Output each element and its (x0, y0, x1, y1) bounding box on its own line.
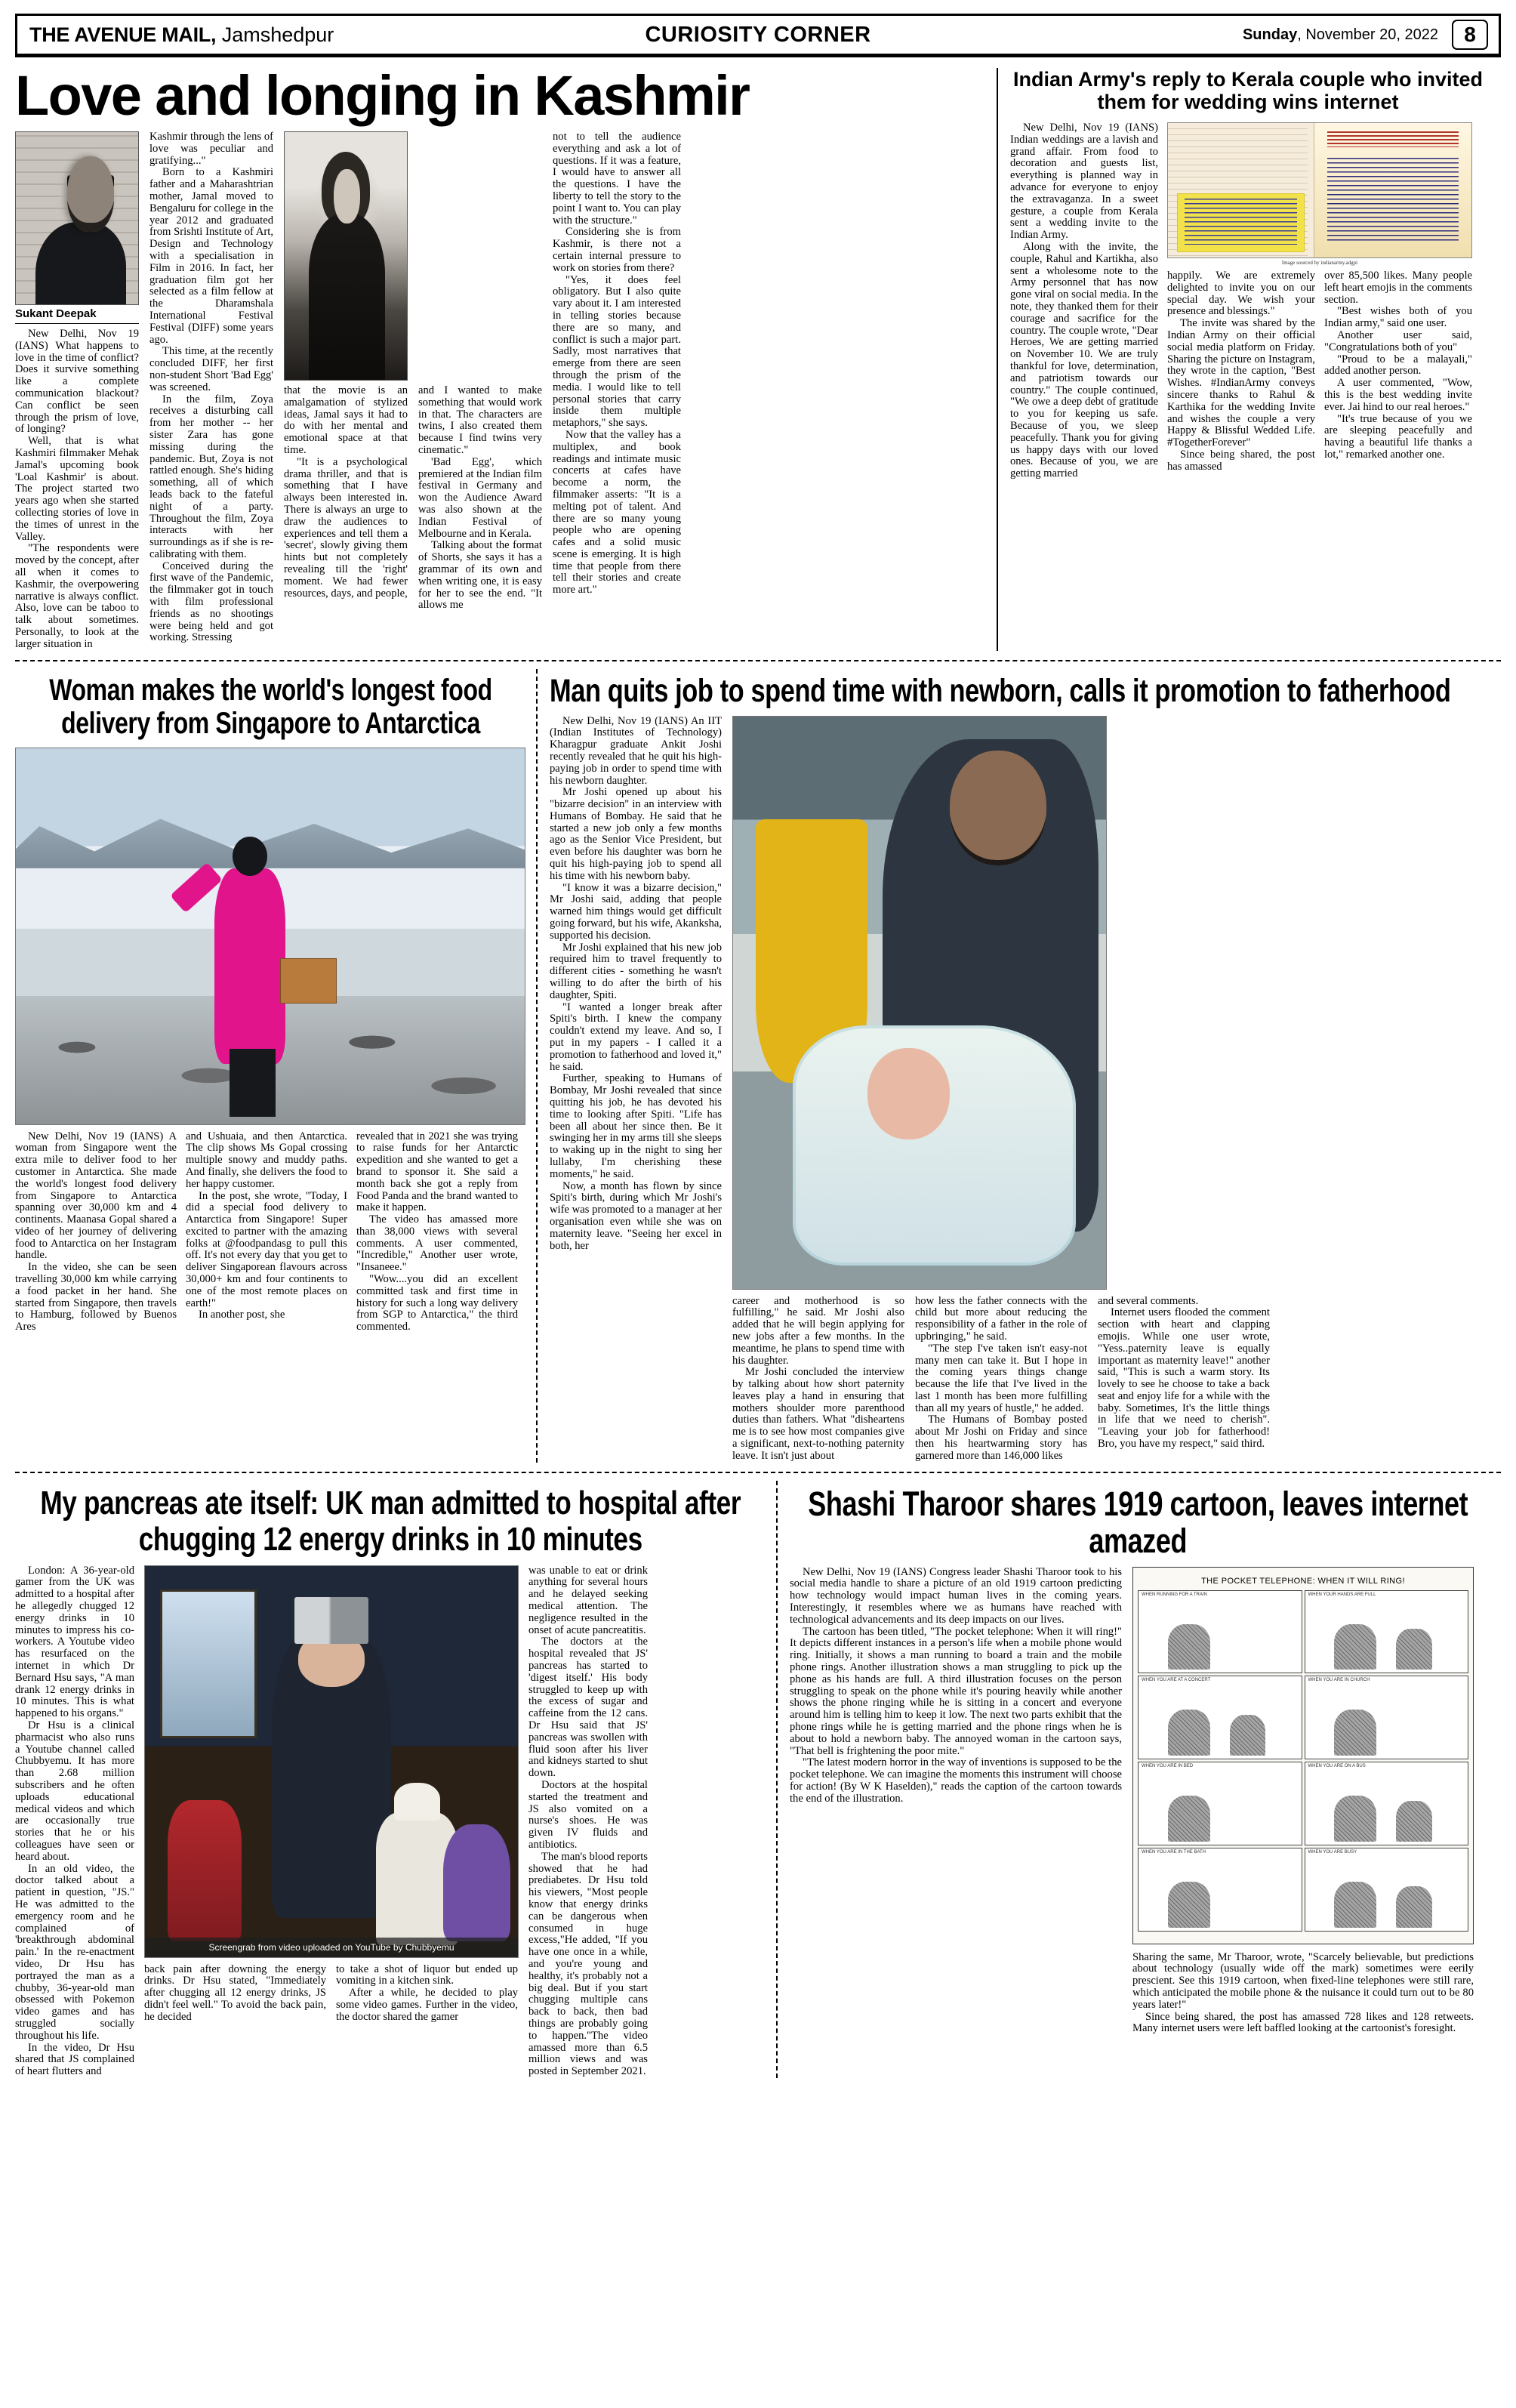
paragraph: Now, a month has flown by since Spiti's birth, during which Mr Joshi's wife was promoted to a manager at her organisation even while she was on maternity leave. "Seeing her excel in both, her (550, 1179, 722, 1252)
paragraph: back pain after downing the energy drinks. Dr Hsu stated, "Immediately after chugging all 12 energy drinks, JS didn't feel well." To avoid the back pain, he decided (144, 1962, 326, 2023)
story-kashmir (15, 64, 997, 651)
kashmir-col-3 (284, 131, 408, 651)
panel-figure (1396, 1801, 1431, 1842)
section-title: CURIOSITY CORNER (645, 22, 871, 47)
panel-figure (1168, 1624, 1210, 1670)
cartoon-title: THE POCKET TELEPHONE: WHEN IT WILL RING! (1201, 1576, 1405, 1586)
paragraph: In an old video, the doctor talked about a patient in question, "JS." He was admitted to the emergency room and he complained of 'breakthrough abdominal pain.' In the re-enactment video, Dr Hsu has portrayed the man as a chubby, 36-year-old man obsessed with Pokemon video games and has struggled socially throughout his life. (15, 1862, 134, 2042)
film-face (334, 169, 361, 224)
kashmir-columns (15, 131, 986, 651)
panel-caption: WHEN RUNNING FOR A TRAIN (1142, 1592, 1207, 1597)
army-col3-text (1324, 270, 1472, 461)
story-army (997, 68, 1486, 651)
kashmir-col5-text (553, 131, 681, 597)
army-col1-text (1010, 122, 1158, 480)
paragraph: New Delhi, Nov 19 (IANS) A woman from Singapore went the extra mile to deliver food to her customer in Antarctica. She made the world's longest food delivery from Singapore to Antarctica spanning over 30,000 km and 4 continents. Maanasa Gopal shared a video of her journey of delivering food to Antarctica on her Instagram handle. (15, 1130, 177, 1262)
pancreas-col-3 (336, 1964, 518, 2024)
section-middle (15, 669, 1501, 1463)
paragraph: how less the father connects with the child but more about reducing the responsibility of a father in the role of upbringing," he said. (915, 1294, 1087, 1343)
tharoor-top-row (790, 1567, 1486, 2036)
paragraph: The cartoon has been titled, "The pocket telephone: When it will ring!" It depicts different instances in a person's life when a mobile phone would ring. Initially, it shows a man running to board a train and the mobile phone rings. Another illustration shows a man struggling to pick up the phone as his hands are full. A third illustration focuses on the person struggling to speak on the phone while it's pouring heavily while another shows the phone ringing while he is sitting in a concert and everyone around him is telling him to keep it low. The next two parts exhibit that the phone rings while he is getting married and the phone rings when he is about to hold a newborn baby. The annoyed woman in the cartoon says, "That bell is frightening the poor mite." (790, 1625, 1122, 1757)
paragraph: revealed that in 2021 she was trying to raise funds for her Antarctic expedition and she wanted to get a brand to sponsor it. She said a month back she got a reply from Food Panda and the brand wanted to make it happen. (356, 1130, 518, 1214)
food-package (280, 958, 336, 1004)
army-col-1 (1010, 122, 1158, 480)
antarctica-col-3 (356, 1131, 518, 1334)
pancreas-col1-text (15, 1565, 134, 2078)
panel-caption: WHEN YOU ARE IN BED (1142, 1764, 1194, 1769)
paragraph: After a while, he decided to play some video games. Further in the video, the doctor shared the gamer (336, 1987, 518, 2023)
father-col2-text (732, 1296, 904, 1463)
paragraph: Conceived during the first wave of the Pandemic, the filmmaker got in touch with film professional friends as no shootings were being held and got working. Stressing (149, 560, 273, 644)
pancreas-sub-columns (144, 1964, 519, 2024)
antarctica-columns (15, 1131, 525, 1334)
sunglasses-icon (69, 175, 111, 189)
paragraph: New Delhi, Nov 19 (IANS) What happens to love in the time of conflict? Does it survive something like a complete communication blackout? Can conflict be seen through the prism of love, of longing? (15, 328, 139, 436)
father-baby-photo (732, 716, 1107, 1290)
paragraph: In the video, Dr Hsu shared that JS complained of heart flutters and (15, 2041, 134, 2078)
panel-figure (1334, 1796, 1376, 1842)
paragraph: happily. We are extremely delighted to invite you on our special day. We wish your presence and blessings." (1167, 270, 1315, 318)
pancreas-col4-text (528, 1565, 648, 2078)
panel-figure (1168, 1882, 1210, 1928)
paragraph: London: A 36-year-old gamer from the UK was admitted to a hospital after he allegedly chugged 12 energy drinks in 10 minutes to impress his co-workers. A Youtube video has resurfaced on the internet in which Dr Bernard Hsu says, "A man drank 12 energy drinks in 10 minutes. This is what happened to his organs." (15, 1564, 134, 1720)
spiderman-figure (168, 1800, 242, 1941)
paragraph: The video has amassed more than 38,000 views with several comments. A user commented, "Incredible," Another user wrote, "Insaneee." (356, 1213, 518, 1274)
cartoon-panel-grid (1138, 1590, 1468, 1932)
pancreas-col3-text (336, 1964, 518, 2024)
kashmir-col4-text (418, 385, 542, 612)
publication-day: Sunday (1242, 26, 1298, 43)
paragraph: "Best wishes both of you Indian army," said one user. (1324, 305, 1472, 330)
paragraph: "It's true because of you we are sleeping peacefully and having a beautiful life thanks a lot," remarked another one. (1324, 412, 1472, 461)
antarctica-photo (15, 748, 525, 1125)
paragraph: Considering she is from Kashmir, is there not a certain internal pressure to work on stories from there? (553, 226, 681, 274)
kashmir-col2-text (149, 131, 273, 644)
antarctica-col2-text (186, 1131, 347, 1322)
paragraph: Another user said, "Congratulations both of you" (1324, 328, 1472, 353)
kashmir-photo-caption: Sukant Deepak (15, 305, 139, 324)
father-head (950, 751, 1046, 865)
kashmir-col1-text (15, 328, 139, 651)
divider-1 (15, 660, 1501, 661)
paragraph: Internet users flooded the comment section with heart and clapping emojis. While one user wrote, "Yess..paternity leave is equally important as maternity leave!" another said, "This is such a warm story. Its lovely to see he choose to take a back seat and enjoy life for a while with the baby. Sometimes, It's the little things in life that we need to cherish". "Leaving your job for fatherhood! Bro, you have my respect," said third. (1098, 1306, 1270, 1451)
cartoon-1919 (1132, 1567, 1474, 1944)
father-col1-text (550, 716, 722, 1253)
army-headline: Indian Army's reply to Kerala couple who invited them for wedding wins internet (1012, 68, 1484, 113)
paragraph: In the post, she wrote, "Today, I did a special food delivery to Antarctica from Singapore! Super excited to partner with the amazing folks at @foodpandasg to pull this off. It's not every day that you get to deliver Singaporean flavours across 30,000+ km and four continents to one of the most remote places on earth!" (186, 1189, 347, 1309)
pancreas-columns (15, 1565, 766, 2078)
paragraph: Since being shared, the post has amassed 728 likes and 128 retweets. Many internet users were left baffled looking at the cartoonist's foresight. (1132, 2010, 1474, 2035)
sukant-deepak-photo (15, 131, 139, 305)
father-col-1 (550, 716, 722, 1290)
paragraph: This time, at the recently concluded DIFF, her first non-student Short 'Bad Egg' was screened. (149, 345, 273, 393)
antarctica-headline: Woman makes the world's longest food delivery from Singapore to Antarctica (48, 673, 492, 740)
army-sub-columns (1167, 270, 1472, 473)
paragraph: The doctors at the hospital revealed that JS' pancreas has started to 'digest itself.' His body struggled to keep up with the excess of sugar and caffeine from the 12 cans. Dr Hsu said that JS' pancreas was swollen with fluid soon after his liver and kidneys started to shut down. (528, 1636, 648, 1780)
energy-drink-video-still[interactable] (144, 1565, 519, 1958)
father-col-1b (550, 1296, 722, 1463)
paragraph: "Wow....you did an excellent committed task and first time in history for such a long way delivery from SGP to Antarctica," the third commented. (356, 1273, 518, 1333)
panel-caption: WHEN YOU ARE IN CHURCH (1308, 1678, 1370, 1683)
tharoor-col1-text (790, 1567, 1122, 1805)
masthead-right (1243, 20, 1488, 50)
panel-figure (1168, 1710, 1210, 1756)
person-legs (230, 1049, 276, 1117)
paragraph: Mr Joshi concluded the interview by talking about how short paternity leaves play a hand in ensuring that mothers shoulder more parenthood duties than fathers. What "disheartens me is to see how most companies give a significant, next-to-nothing paternity leave. It isn't just about (732, 1366, 904, 1462)
pancreas-col-2 (144, 1964, 326, 2024)
paragraph: over 85,500 likes. Many people left heart emojis in the comments section. (1324, 270, 1472, 306)
father-col4-text (1098, 1296, 1270, 1451)
cartoon-panel (1138, 1762, 1302, 1845)
paper-city: Jamshedpur (216, 23, 334, 46)
panel-figure (1396, 1629, 1431, 1670)
paragraph: "Proud to be a malayali," added another person. (1324, 353, 1472, 378)
tharoor-cartoon-block (1132, 1567, 1474, 2036)
paragraph: "The latest modern horror in the way of inventions is supposed to be the pocket telephone. We can imagine the moments this instrument will choose for action! (By W K Haselden)," reads the caption of the cartoon towards the end of the illustration. (790, 1756, 1122, 1805)
tharoor-headline: Shashi Tharoor shares 1919 cartoon, leaves internet amazed (808, 1484, 1468, 1560)
paragraph: "I know it was a bizarre decision," Mr Joshi said, adding that people warned him things would get difficult going forward, but his wife, Akanksha, supported his decision. (550, 881, 722, 942)
pancreas-col-4 (528, 1565, 648, 2078)
letter-right-page (1314, 123, 1471, 257)
army-columns (1010, 122, 1486, 480)
paragraph: Mr Joshi opened up about his "bizarre decision" in an interview with Humans of Bombay. He said that he started a new job only a few months ago as the Senior Vice President, but even before his daughter was born he quit his high-paying job to spend all his time with his newborn baby. (550, 786, 722, 882)
panel-caption: WHEN YOUR HANDS ARE FULL (1308, 1592, 1376, 1597)
energy-drink-cans (294, 1597, 369, 1644)
paragraph: In the film, Zoya receives a disturbing call from her mother -- her sister Zara has gone missing during the pandemic. But, Zoya is not rattled enough. She's hiding something, all of which leads back to the fateful night of a party. Throughout the film, Zoya interacts with her surroundings as if she is re-calibrating with them. (149, 393, 273, 560)
paragraph: The invite was shared by the Indian Army on their official social media platform on Friday. Sharing the picture on Instagram, they wrote in the caption, "Best Wishes. #IndianArmy conveys sincere thanks to Rahul & Karthika for the wedding Invite and wishes the couple a very Happy & Blissful Wedded Life. #TogetherForever" (1167, 317, 1315, 449)
antarctica-col-2 (186, 1131, 347, 1334)
pancreas-media-block (144, 1565, 519, 2078)
kashmir-headline: Love and longing in Kashmir (15, 64, 750, 127)
paragraph: Well, that is what Kashmiri filmmaker Mehak Jamal's upcoming book 'Loal Kashmir' is about. The project started two years ago when she started collecting stories of love in the times of unrest in the Valley. (15, 435, 139, 543)
paragraph: and I wanted to make something that would work in that. The characters are twins, I also created them because I find twins very cinematic." (418, 384, 542, 456)
tharoor-col2-text (1132, 1952, 1474, 2036)
paper-name-bold: THE AVENUE MAIL, (29, 23, 217, 46)
antarctica-col1-text (15, 1131, 177, 1334)
father-headline: Man quits job to spend time with newborn, calls it promotion to fatherhood (550, 672, 1451, 709)
panel-figure (1334, 1624, 1376, 1670)
panel-caption: WHEN YOU ARE AT A CONCERT (1142, 1678, 1211, 1683)
panel-caption: WHEN YOU ARE IN THE BATH (1142, 1849, 1206, 1855)
paragraph: Mr Joshi explained that his new job required him to travel frequently to different cities - something he wasn't willing to do after the birth of his daughter, Spiti. (550, 941, 722, 1001)
cartoon-panel (1138, 1848, 1302, 1932)
paragraph: Kashmir through the lens of love was peculiar and gratifying..." (149, 131, 273, 167)
video-caption: Screengrab from video uploaded on YouTube by Chubbyemu (145, 1938, 518, 1957)
panel-caption: WHEN YOU ARE BUSY (1308, 1849, 1357, 1855)
story-antarctica (15, 669, 536, 1463)
paragraph: Doctors at the hospital started the treatment and JS also vomited on a nurse's shoes. He was given IV fluids and antibiotics. (528, 1779, 648, 1851)
paragraph: to take a shot of liquor but ended up vomiting in a kitchen sink. (336, 1962, 518, 1987)
paragraph: "Yes, it does feel obligatory. But I also quite vary about it. I am interested in telling stories because there are so many, and conflict is such a major part. Sadly, most narratives that emerge from there are seen through the prism of the media. I would like to tell personal stories that carry inside them multiple metaphors," she says. (553, 273, 681, 430)
masthead (15, 14, 1501, 57)
window-background (160, 1589, 257, 1738)
newborn-baby (867, 1048, 950, 1139)
story-father (536, 669, 1486, 1463)
mountain-range (15, 808, 525, 868)
paragraph: Sharing the same, Mr Tharoor, wrote, "Scarcely believable, but predictions about technology (usually wide off the mark) sometimes were eerily prescient. See this 1919 cartoon, when fixed-line telephones were still rare, which anticipated the mobile phone & the nuisance it could turn out to be 80 years later!" (1132, 1950, 1474, 2011)
army-col2-text (1167, 270, 1315, 473)
cartoon-panel (1138, 1676, 1302, 1759)
panel-figure (1334, 1882, 1376, 1928)
pancreas-col2-text (144, 1964, 326, 2024)
delivery-person (214, 868, 285, 1064)
cartoon-panel (1305, 1848, 1469, 1932)
paragraph: 'Bad Egg', which premiered at the Indian film festival in Germany and won the Audience Award was also shown at the Indian Festival of Melbourne and in Kerala. (418, 455, 542, 540)
father-col-4 (1098, 1296, 1270, 1463)
story-tharoor (776, 1481, 1486, 2078)
paragraph: Since being shared, the post has amassed (1167, 448, 1315, 473)
kashmir-col-5 (553, 131, 681, 651)
divider-2 (15, 1472, 1501, 1473)
kashmir-col-4 (418, 131, 542, 651)
paragraph: Born to a Kashmiri father and a Maharashtrian mother, Jamal moved to Bengaluru for college in the year 2012 and graduated from Srishti Institute of Art, Design and Technology with a specialisation in Film in 2016. In fact, her graduation film got her selected as a film fellow at the Dharamshala International Festival Festival (DIFF) some years ago. (149, 166, 273, 346)
cartoon-panel (1305, 1762, 1469, 1845)
paragraph: The Humans of Bombay posted about Mr Joshi on Friday and since then his heartwarming story has garnered more than 146,000 likes (915, 1414, 1087, 1462)
paragraph: New Delhi, Nov 19 (IANS) Congress leader Shashi Tharoor took to his social media handle to share a picture of an old 1919 cartoon predicting how technology would impact human lives in the coming years. Interestingly, it resembles where we as humans have reached with technological advancements and its deep impacts on our lives. (790, 1565, 1122, 1626)
panel-caption: WHEN YOU ARE ON A BUS (1308, 1764, 1366, 1769)
paragraph: "It is a psychological drama thriller, and that is something that I have always been interested in. There is always an urge to draw the audiences to experiences and tell them a 'secret', slowly giving them hints but not completely revealing till the 'right' moment. We had fewer resources, days, and people, (284, 455, 408, 600)
story-pancreas (15, 1481, 776, 2078)
wedding-invite-photo (1167, 122, 1472, 258)
publication-datetext: , November 20, 2022 (1297, 26, 1438, 43)
panel-figure (1396, 1886, 1431, 1927)
antarctica-col-1 (15, 1131, 177, 1334)
paragraph: Now that the valley has a multiplex, and book readings and intimate music concerts at cafes have become a norm, the filmmaker asserts: "It is a melting pot of talent. And there are so many young people who are opening cafes and a solid music scene is emerging. It is high time that people from there tell their stories and create more art." (553, 428, 681, 597)
pancreas-headline: My pancreas ate itself: UK man admitted to hospital after chugging 12 energy drinks in 10 minutes (40, 1484, 741, 1558)
paragraph: "I wanted a longer break after Spiti's birth. I knew the company couldn't extend my leave. And so, I put in my papers - I called it a promotion to fatherhood and loved it," he said. (550, 1001, 722, 1073)
purple-character (443, 1824, 510, 1941)
section-bottom (15, 1481, 1501, 2078)
kashmir-col-1 (15, 131, 139, 651)
section-top (15, 64, 1501, 651)
paragraph: New Delhi, Nov 19 (IANS) Indian weddings are a lavish and grand affair. From food to decoration and guests list, everything is planned way in advance for everyone to enjoy the extravaganza. In a sweet gesture, a couple from Kerala sent a wedding invite to the Indian Army. (1010, 122, 1158, 242)
paragraph: A user commented, "Wow, this is the best wedding invite ever. Jai hind to our real heroes." (1324, 377, 1472, 413)
letter-sticky-note (1177, 193, 1305, 252)
panel-figure (1230, 1715, 1265, 1756)
father-col-spacer (1117, 716, 1290, 1290)
paragraph: In another post, she (199, 1309, 285, 1321)
cartoon-panel (1305, 1590, 1469, 1674)
paragraph: Dr Hsu is a clinical pharmacist who also runs a Youtube channel called Chubbyemu. It has more than 2.68 million subscribers and he often uploads educational medical videos and which are occasionally true stories that he or his colleagues have seen or heard about. (15, 1719, 134, 1863)
panel-figure (1334, 1710, 1376, 1756)
panel-figure (1168, 1796, 1210, 1842)
paragraph: that the movie is an amalgamation of stylized ideas, Jamal says it had to do with her mental and emotional space at that time. (284, 384, 408, 456)
paragraph: New Delhi, Nov 19 (IANS) An IIT (Indian Institutes of Technology) Kharagpur graduate Ankit Joshi recently revealed that he quit his high-paying job in order to spend time with his newborn daughter. (550, 714, 722, 787)
father-bottom-row (550, 1296, 1486, 1463)
publication-date (1243, 26, 1438, 44)
army-col-2 (1167, 270, 1315, 473)
cartoon-panel (1138, 1590, 1302, 1674)
army-image-credit: Image sourced by indianarmy.adgpi (1281, 260, 1358, 266)
page-number: 8 (1452, 20, 1488, 50)
kashmir-col-2 (149, 131, 273, 651)
paragraph: was unable to eat or drink anything for several hours and he delayed seeking medical attention. The negligence resulted in the onset of acute pancreatitis. (528, 1564, 648, 1636)
father-top-row (550, 716, 1486, 1290)
army-col-3 (1324, 270, 1472, 473)
paragraph: Along with the invite, the couple, Rahul and Kartikha, also sent a wholesome note to the Army personnel that has now gone viral on social media. In the note, they thanked them for their courage and sacrifice for the country. The couple wrote, "Dear Heroes, We are getting married on November 10. We are truly thankful for love, determination, and patriotism towards our country." The couple continued, "We owe a deep debt of gratitude to you for keeping us safe. Because of you, we sleep peacefully. Thank you for giving us happy days with our loved ones. Because of you, we are getting married (1010, 240, 1158, 480)
paragraph: and several comments. (1098, 1294, 1199, 1307)
paragraph: Talking about the format of Shorts, she says it has a grammar of its own and when writing one, it is easy for her to see the end. "It allows me (418, 539, 542, 612)
paragraph: The man's blood reports showed that he had prediabetes. Dr Hsu told his viewers, "Most people know that energy drinks can be dangerous when consumed in huge excess,"He added, "If you have one once in a while, and you're young and healthy, it's probably not a big deal. But if you start chugging multiple cans back to back, then bad things are probably going to happen."The video amassed more than 6.5 million views and was posted in September 2021. (528, 1850, 648, 2078)
paragraph: "The step I've taken isn't easy-not many men can take it. But I hope in the coming years things change because the life that I've lived in the last 1 month has been more fulfilling than all my years of hustle," he added. (915, 1342, 1087, 1414)
tharoor-col-1 (790, 1567, 1122, 2036)
cartoon-panel (1305, 1676, 1469, 1759)
paragraph: "The respondents were moved by the concept, after all when it comes to Kashmir, the overpowering narrative is always conflict. Also, love can be taboo to talk about sometimes. Personally, to look at the larger situation in (15, 542, 139, 650)
paragraph: Further, speaking to Humans of Bombay, Mr Joshi revealed that since quitting his job, he has devoted his time to looking after Spiti. "Life has been all about her since then. Be it swinging her in my arms till she sleeps to waking up in the night to sing her lullaby, I'm cherishing these moments," he said. (550, 1072, 722, 1180)
paragraph: not to tell the audience everything and ask a lot of questions. If it was a feature, I would have to answer all the questions. I have the liberty to tell the story to the point I want to. You can play with the structure." (553, 131, 681, 227)
father-photo-block (732, 716, 1107, 1290)
kashmir-col3-text (284, 385, 408, 600)
paragraph: and Ushuaia, and then Antarctica. The clip shows Ms Gopal crossing multiple snowy and muddy paths. And finally, she delivers the food to her happy customer. (186, 1130, 347, 1190)
father-col-3 (915, 1296, 1087, 1463)
antarctica-col3-text (356, 1131, 518, 1334)
spacer (418, 131, 542, 385)
paragraph: career and motherhood is so fulfilling," he said. Mr Joshi also added that he will begin applying for new jobs after a few months. In the meantime, he plans to spend time with his daughter. (732, 1294, 904, 1367)
father-col-2 (732, 1296, 904, 1463)
kashmir-film-still (284, 131, 408, 381)
army-right-block (1167, 122, 1472, 480)
paragraph: In the video, she can be seen travelling 30,000 km while carrying a food packet in her hand. She started from Singapore, then travels to Hamburg, followed by Buenos Ares (15, 1261, 177, 1333)
father-col3-text (915, 1296, 1087, 1463)
pancreas-col-1 (15, 1565, 134, 2078)
